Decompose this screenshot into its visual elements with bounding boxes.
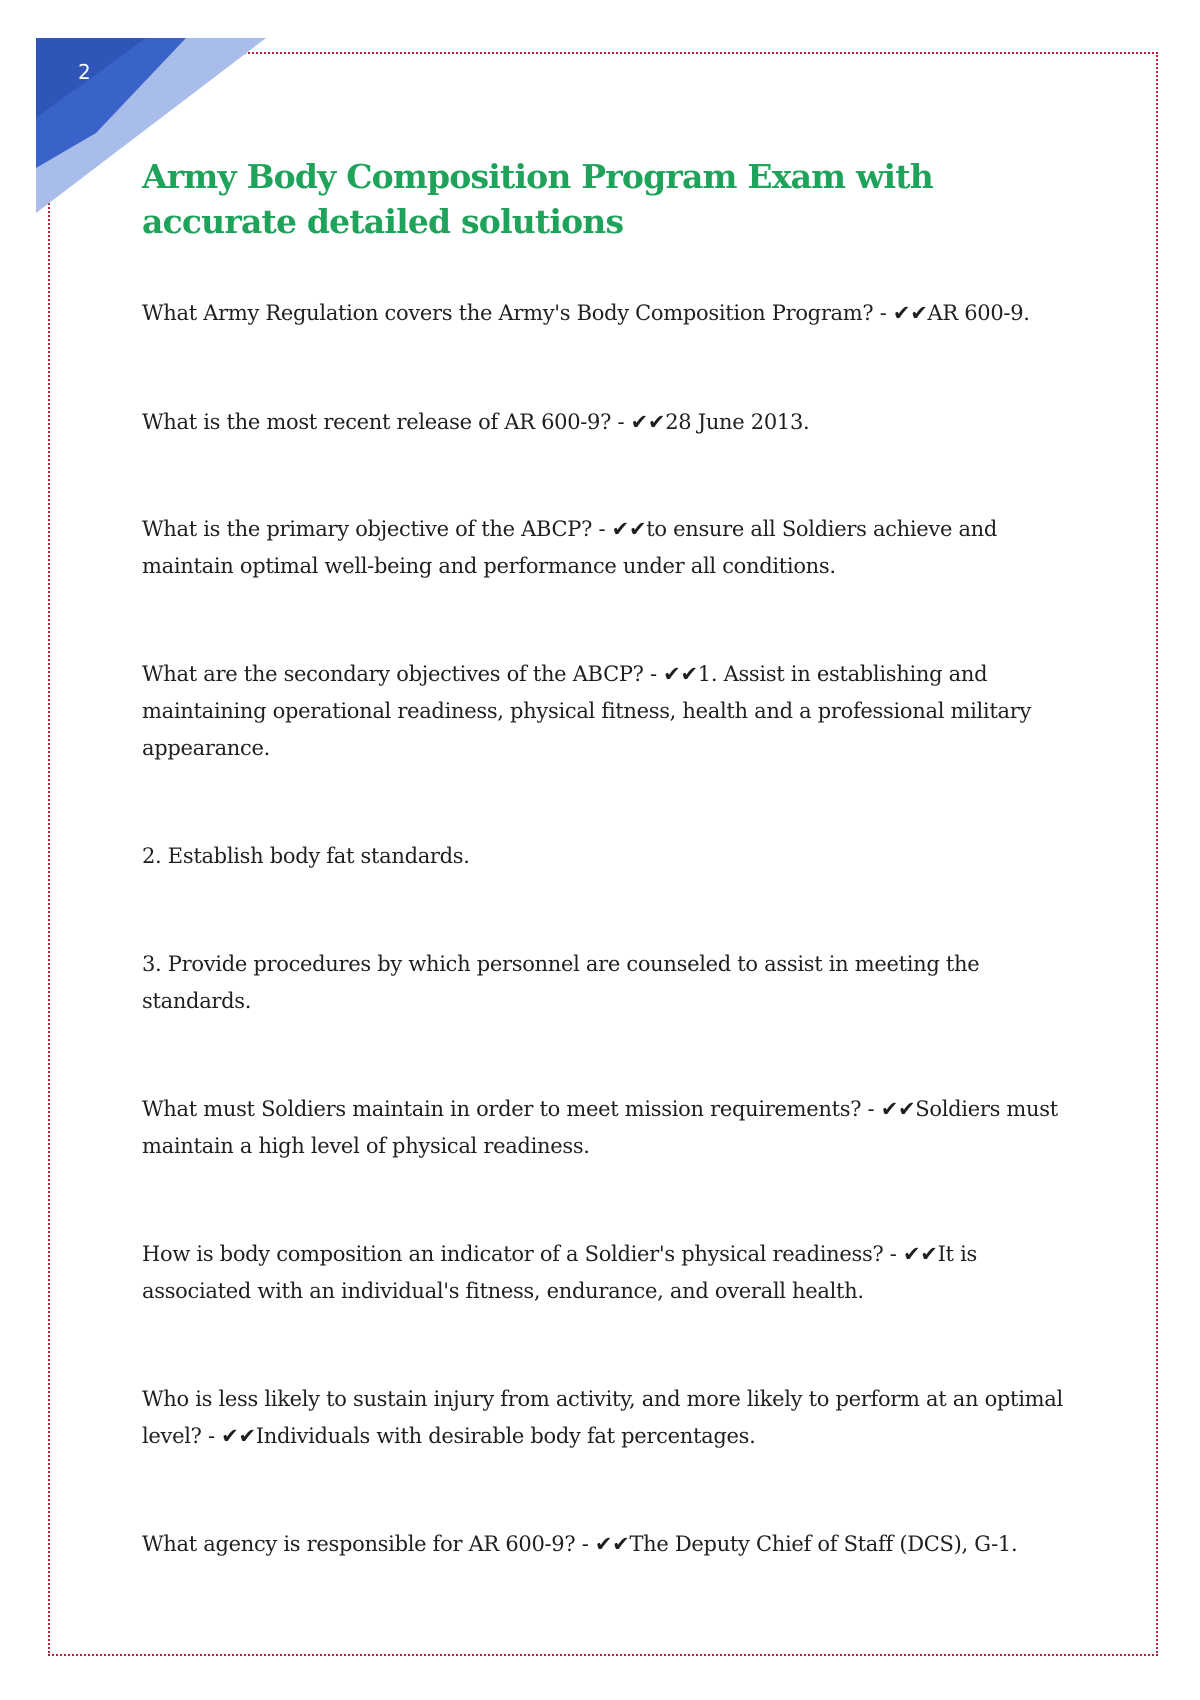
qa-item: What agency is responsible for AR 600-9? - ✔✔The Deputy Chief of Staff (DCS), G-1.	[142, 1532, 1018, 1556]
qa-item: What is the most recent release of AR 600-9? - ✔✔28 June 2013.	[142, 410, 810, 434]
qa-item: 3. Provide procedures by which personnel are counseled to assist in meeting the standards.	[142, 952, 980, 1013]
qa-item: What is the primary objective of the ABCP? - ✔✔to ensure all Soldiers achieve and maintain optimal well-being and performance under all conditions.	[142, 517, 998, 578]
qa-list	[142, 295, 1072, 1563]
document-title: Army Body Composition Program Exam with accurate detailed solutions	[142, 157, 933, 241]
qa-item: What must Soldiers maintain in order to meet mission requirements? - ✔✔Soldiers must maintain a high level of physical readiness.	[142, 1097, 1058, 1158]
qa-item: Who is less likely to sustain injury from activity, and more likely to perform at an optimal level? - ✔✔Individuals with desirable body fat percentages.	[142, 1387, 1063, 1448]
qa-item: 2. Establish body fat standards.	[142, 844, 470, 868]
qa-item: What Army Regulation covers the Army's Body Composition Program? - ✔✔AR 600-9.	[142, 301, 1030, 325]
qa-item: What are the secondary objectives of the ABCP? - ✔✔1. Assist in establishing and maintaining operational readiness, physical fitness, health and a professional military appearance.	[142, 662, 1032, 760]
page-number: 2	[78, 60, 91, 84]
qa-item: How is body composition an indicator of a Soldier's physical readiness? - ✔✔It is associated with an individual's fitness, endurance, and overall health.	[142, 1242, 977, 1303]
